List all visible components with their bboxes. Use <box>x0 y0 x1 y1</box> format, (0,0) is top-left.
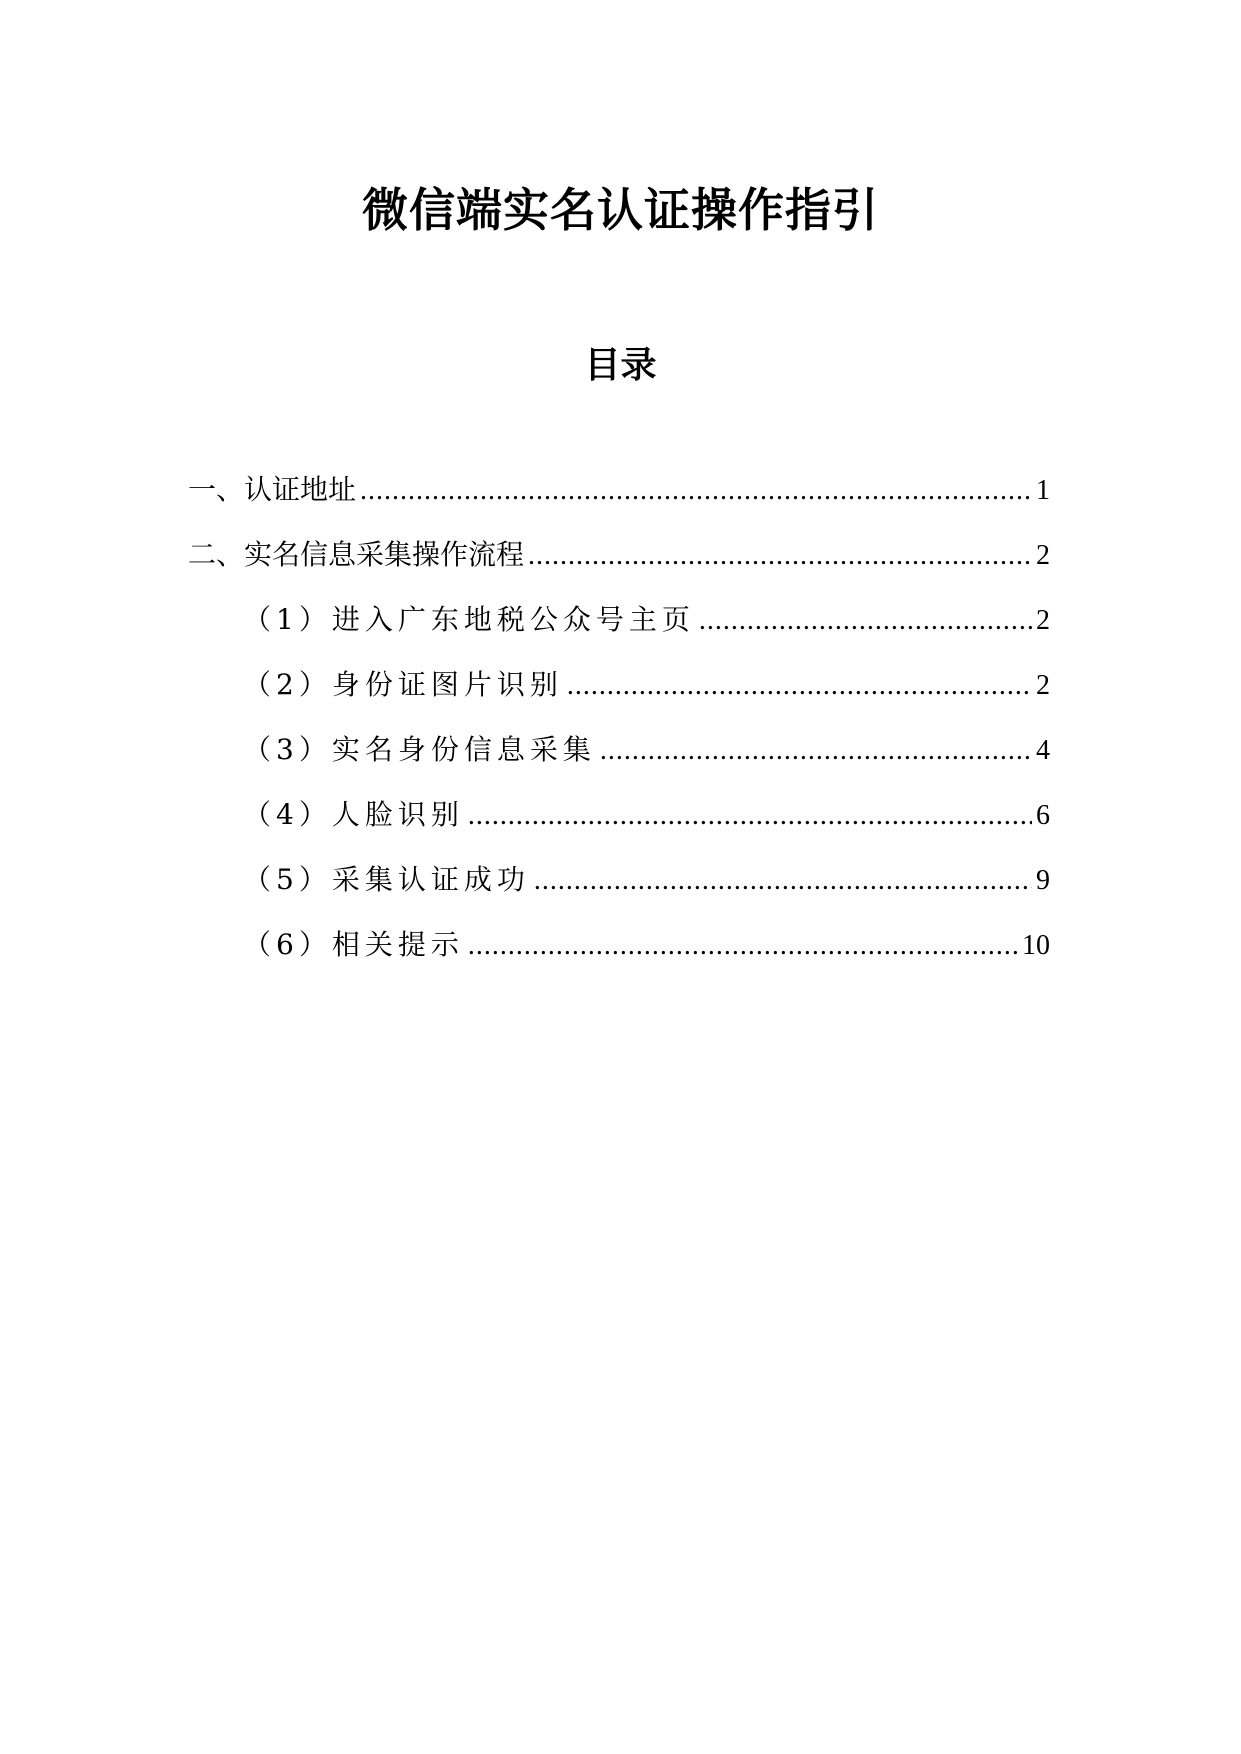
toc-dot-leader <box>528 536 1032 576</box>
toc-entry-related-tips[interactable] <box>188 925 1050 990</box>
toc-entry-id-card-recognition[interactable] <box>188 665 1050 730</box>
toc-entry-collection-success[interactable] <box>188 860 1050 925</box>
toc-dot-leader <box>468 796 1032 836</box>
toc-page-number: 2 <box>1036 605 1050 636</box>
toc-dot-leader <box>468 926 1018 966</box>
toc-page-number: 6 <box>1036 800 1050 831</box>
toc-dot-leader <box>600 731 1032 771</box>
toc-entry-identity-collection[interactable] <box>188 730 1050 795</box>
toc-entry-collection-process[interactable] <box>188 535 1050 600</box>
toc-entry-text: 一、认证地址 <box>188 473 357 506</box>
toc-dot-leader <box>360 471 1032 511</box>
table-of-contents <box>188 470 1050 990</box>
toc-entry-face-recognition[interactable] <box>188 795 1050 860</box>
toc-page-number: 9 <box>1036 865 1050 896</box>
toc-entry-certification-address[interactable] <box>188 470 1050 535</box>
toc-page-number: 4 <box>1036 735 1050 766</box>
toc-entry-text: （5）采集认证成功 <box>243 863 530 896</box>
toc-entry-text: （3）实名身份信息采集 <box>243 733 596 766</box>
toc-heading: 目录 <box>584 344 657 386</box>
toc-dot-leader <box>534 861 1032 901</box>
toc-entry-text: （6）相关提示 <box>243 928 464 961</box>
toc-page-number: 2 <box>1036 540 1050 571</box>
toc-dot-leader <box>699 601 1032 641</box>
toc-entry-text: （1）进入广东地税公众号主页 <box>243 603 695 636</box>
document-title: 微信端实名认证操作指引 <box>362 183 879 237</box>
toc-page-number: 1 <box>1036 475 1050 506</box>
toc-entry-text: （2）身份证图片识别 <box>243 668 563 701</box>
toc-entry-enter-homepage[interactable] <box>188 600 1050 665</box>
toc-entry-text: 二、实名信息采集操作流程 <box>188 538 525 571</box>
toc-page-number: 10 <box>1022 930 1050 961</box>
toc-entry-text: （4）人脸识别 <box>243 798 464 831</box>
toc-dot-leader <box>567 666 1032 706</box>
toc-page-number: 2 <box>1036 670 1050 701</box>
